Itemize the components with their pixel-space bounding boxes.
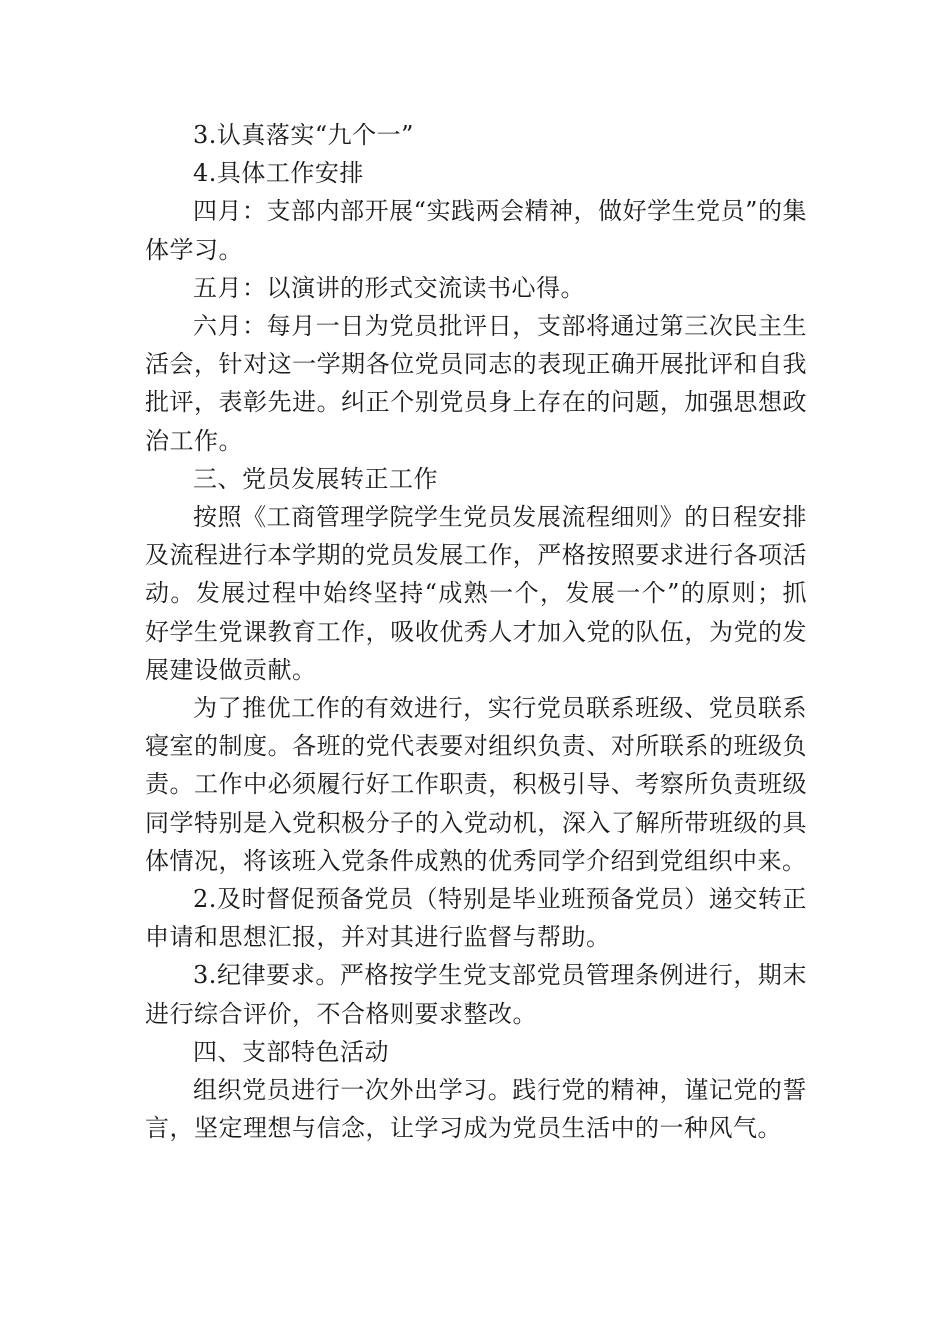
paragraph-development-process: 按照《工商管理学院学生党员发展流程细则》的日程安排及流程进行本学期的党员发展工作，严格按照要求进行各项活动。发展过程中始终坚持“成熟一个，发展一个”的原则；抓好学生党课教育工作，吸收优秀人才加入党的队伍，为党的发展建设做贡献。 [145,503,807,684]
section-heading-member-development: 三、党员发展转正工作 [193,464,438,493]
paragraph-probationary-members: 2.及时督促预备党员（特别是毕业班预备党员）递交转正申请和思想汇报，并对其进行监督与帮助。 [145,885,807,952]
paragraph-discipline: 3.纪律要求。严格按学生党支部党员管理条例进行，期末进行综合评价，不合格则要求整改。 [145,961,807,1028]
document-page [145,116,807,1147]
paragraph-study-trip: 组织党员进行一次外出学习。践行党的精神，谨记党的誓言，坚定理想与信念，让学习成为党员生活中的一种风气。 [145,1076,807,1143]
paragraph-may: 五月：以演讲的形式交流读书心得。 [193,273,585,302]
paragraph-april: 四月：支部内部开展“实践两会精神，做好学生党员”的集体学习。 [145,197,807,264]
paragraph-work-arrangement: 4.具体工作安排 [193,159,364,188]
paragraph-recommendation-work: 为了推优工作的有效进行，实行党员联系班级、党员联系寝室的制度。各班的党代表要对组织负责、对所联系的班级负责。工作中必须履行好工作职责，积极引导、考察所负责班级同学特别是入党积极分子的入党动机，深入了解所带班级的具体情况，将该班入党条件成熟的优秀同学介绍到党组织中来。 [145,694,807,875]
section-heading-special-activities: 四、支部特色活动 [193,1037,389,1066]
paragraph-june: 六月：每月一日为党员批评日，支部将通过第三次民主生活会，针对这一学期各位党员同志的表现正确开展批评和自我批评，表彰先进。纠正个别党员身上存在的问题，加强思想政治工作。 [145,312,807,455]
paragraph-item-3-nine-ones: 3.认真落实“九个一” [193,121,414,149]
